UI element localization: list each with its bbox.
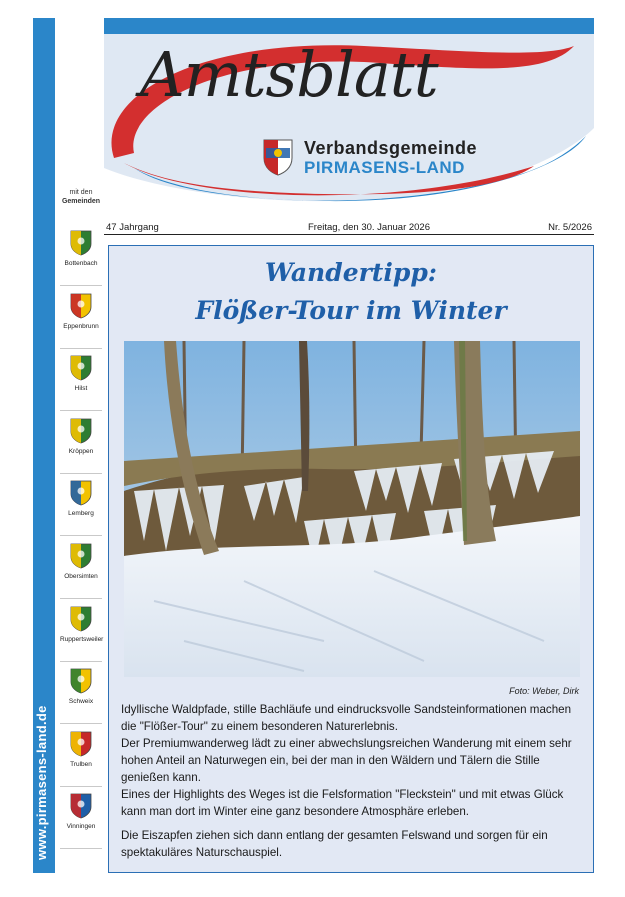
article-headline-line2: Flößer-Tour im Winter bbox=[195, 296, 507, 325]
municipality-item bbox=[60, 287, 102, 349]
coat-of-arms-icon bbox=[70, 668, 92, 694]
municipality-item bbox=[60, 537, 102, 599]
coat-of-arms-icon bbox=[70, 543, 92, 569]
winter-forest-photo bbox=[124, 341, 580, 677]
article-box bbox=[108, 245, 594, 873]
photo-credit: Foto: Weber, Dirk bbox=[509, 686, 579, 696]
coat-of-arms-icon bbox=[70, 793, 92, 819]
municipality-name: Schweix bbox=[68, 698, 94, 706]
municipality-name: Bottenbach bbox=[64, 260, 98, 267]
municipality-name: Obersimten bbox=[64, 573, 98, 580]
coat-of-arms-icon bbox=[70, 230, 92, 256]
municipality-name: Eppenbrunn bbox=[63, 322, 99, 330]
article-headline-line1: Wandertipp: bbox=[264, 258, 438, 287]
article-paragraph: Der Premiumwanderweg lädt zu einer abwechslungsreichen Wanderung mit einem sehr hohen Anteil an Naturwegen ein, bei der man in den Wäldern und Tälern die Stille genießen kann. bbox=[121, 737, 572, 784]
article-body bbox=[121, 701, 583, 861]
municipality-item bbox=[60, 725, 102, 787]
municipality-item bbox=[60, 412, 102, 474]
municipality-name: Lemberg bbox=[68, 510, 94, 518]
issue-info-bar bbox=[104, 219, 594, 235]
coat-of-arms-icon bbox=[70, 606, 92, 632]
municipality-item bbox=[60, 787, 102, 849]
municipality-item bbox=[60, 224, 102, 286]
coat-of-arms-icon bbox=[70, 480, 92, 506]
coat-of-arms-icon bbox=[70, 355, 92, 381]
coat-of-arms-icon bbox=[70, 418, 92, 444]
municipalities-heading: mit den Gemeinden bbox=[61, 189, 101, 205]
publication-title: Amtsblatt bbox=[140, 38, 438, 111]
article-paragraph: Die Eiszapfen ziehen sich dann entlang der gesamten Felswand und sorgen für ein spektakuläres Naturschauspiel. bbox=[121, 829, 548, 859]
municipality-item bbox=[60, 349, 102, 411]
municipality-name: Ruppertsweiler bbox=[60, 635, 104, 643]
municipality-name: Vinningen bbox=[66, 823, 96, 831]
municipality-name: Trulben bbox=[70, 760, 92, 768]
vg-coat-of-arms-icon bbox=[262, 138, 294, 176]
municipality-name: Kröppen bbox=[68, 447, 94, 455]
article-paragraph: Idyllische Waldpfade, stille Bachläufe und eindrucksvolle Sandsteinformationen machen die "Flößer-Tour" zu einem besonderen Naturerlebnis. bbox=[121, 703, 572, 733]
municipality-item bbox=[60, 600, 102, 662]
article-paragraph: Eines der Highlights des Weges ist die Felsformation "Fleckstein" und mit etwas Glück kann man dort im Winter eine ganz besondere Atmosphäre erleben. bbox=[121, 788, 564, 818]
coat-of-arms-icon bbox=[70, 731, 92, 757]
volume-label: 47 Jahrgang bbox=[106, 222, 159, 233]
publisher-line2: PIRMASENS-LAND bbox=[304, 158, 465, 177]
issue-number: Nr. 5/2026 bbox=[548, 222, 592, 233]
municipality-item bbox=[60, 662, 102, 724]
publisher-line1: Verbandsgemeinde bbox=[304, 138, 478, 158]
issue-date: Freitag, den 30. Januar 2026 bbox=[308, 222, 431, 233]
coat-of-arms-icon bbox=[70, 293, 92, 319]
municipality-item bbox=[60, 474, 102, 536]
municipality-name: Hilst bbox=[74, 385, 88, 393]
